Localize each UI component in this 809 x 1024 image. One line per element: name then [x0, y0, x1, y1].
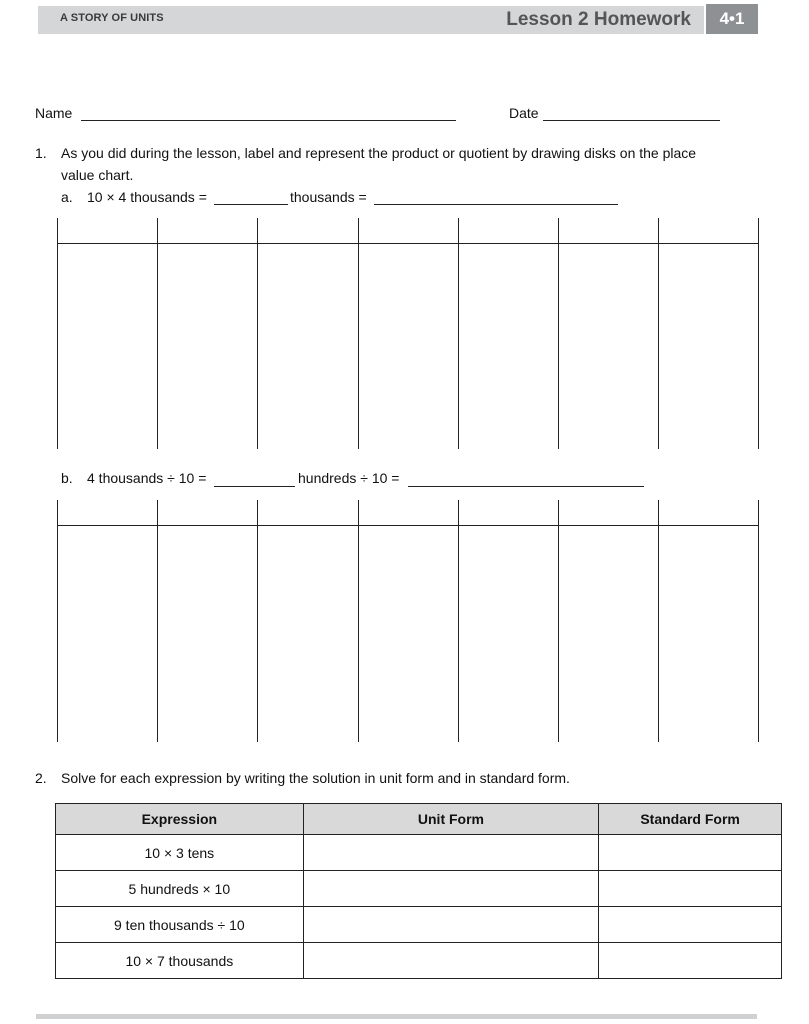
q1-number: 1. — [35, 145, 47, 161]
q1b-letter: b. — [61, 470, 73, 486]
table-header-row — [56, 804, 782, 835]
q1a-blank-1[interactable] — [214, 204, 288, 205]
header-standard-form: Standard Form — [599, 804, 782, 835]
header-expression: Expression — [56, 804, 304, 835]
chart-column-divider — [558, 500, 559, 742]
standard-form-cell[interactable] — [599, 835, 782, 871]
q1-text — [61, 142, 761, 186]
q1a-blank-2[interactable] — [374, 204, 618, 205]
chart-column-divider — [758, 500, 759, 742]
chart-column-divider — [157, 500, 158, 742]
chart-column-divider — [257, 218, 258, 449]
q1a-letter: a. — [61, 189, 73, 205]
place-value-chart-b[interactable] — [57, 500, 759, 742]
chart-column-divider — [658, 500, 659, 742]
unit-form-cell[interactable] — [303, 907, 599, 943]
module-badge: 4•1 — [706, 4, 758, 34]
chart-column-divider — [257, 500, 258, 742]
q2-number: 2. — [35, 770, 47, 786]
expression-table — [55, 803, 782, 979]
chart-column-divider — [358, 500, 359, 742]
chart-column-divider — [658, 218, 659, 449]
chart-column-divider — [458, 218, 459, 449]
q1-text-line-1: As you did during the lesson, label and represent the product or quotient by drawing disks on the place — [61, 145, 697, 161]
chart-header-line — [57, 243, 759, 244]
q1b-unit: hundreds ÷ 10 = — [298, 470, 400, 486]
unit-form-cell[interactable] — [303, 943, 599, 979]
q2-text: Solve for each expression by writing the solution in unit form and in standard form. — [61, 770, 570, 786]
name-field[interactable] — [81, 120, 456, 121]
chart-header-line — [57, 525, 759, 526]
header-unit-form: Unit Form — [303, 804, 599, 835]
footer-bar — [36, 1014, 757, 1019]
expression-cell: 10 × 7 thousands — [56, 943, 304, 979]
place-value-chart-a[interactable] — [57, 218, 759, 449]
name-label: Name — [35, 105, 73, 121]
table-row — [56, 907, 782, 943]
q1b-blank-2[interactable] — [408, 486, 644, 487]
q1a-unit: thousands = — [290, 189, 367, 205]
series-title: A STORY OF UNITS — [60, 12, 164, 24]
expression-cell: 10 × 3 tens — [56, 835, 304, 871]
expression-cell: 5 hundreds × 10 — [56, 871, 304, 907]
q1b-expression: 4 thousands ÷ 10 = — [87, 470, 207, 486]
table-row — [56, 943, 782, 979]
chart-column-divider — [57, 500, 58, 742]
standard-form-cell[interactable] — [599, 871, 782, 907]
expression-cell: 9 ten thousands ÷ 10 — [56, 907, 304, 943]
standard-form-cell[interactable] — [599, 943, 782, 979]
unit-form-cell[interactable] — [303, 835, 599, 871]
unit-form-cell[interactable] — [303, 871, 599, 907]
date-label: Date — [509, 105, 539, 121]
date-field[interactable] — [543, 120, 720, 121]
table-row — [56, 871, 782, 907]
q1-text-line-2: value chart. — [61, 167, 134, 183]
table-row — [56, 835, 782, 871]
q1a-expression: 10 × 4 thousands = — [87, 189, 207, 205]
chart-column-divider — [758, 218, 759, 449]
chart-column-divider — [157, 218, 158, 449]
chart-column-divider — [57, 218, 58, 449]
standard-form-cell[interactable] — [599, 907, 782, 943]
chart-column-divider — [558, 218, 559, 449]
lesson-title: Lesson 2 Homework — [506, 9, 691, 30]
chart-column-divider — [458, 500, 459, 742]
q1b-blank-1[interactable] — [214, 486, 295, 487]
chart-column-divider — [358, 218, 359, 449]
